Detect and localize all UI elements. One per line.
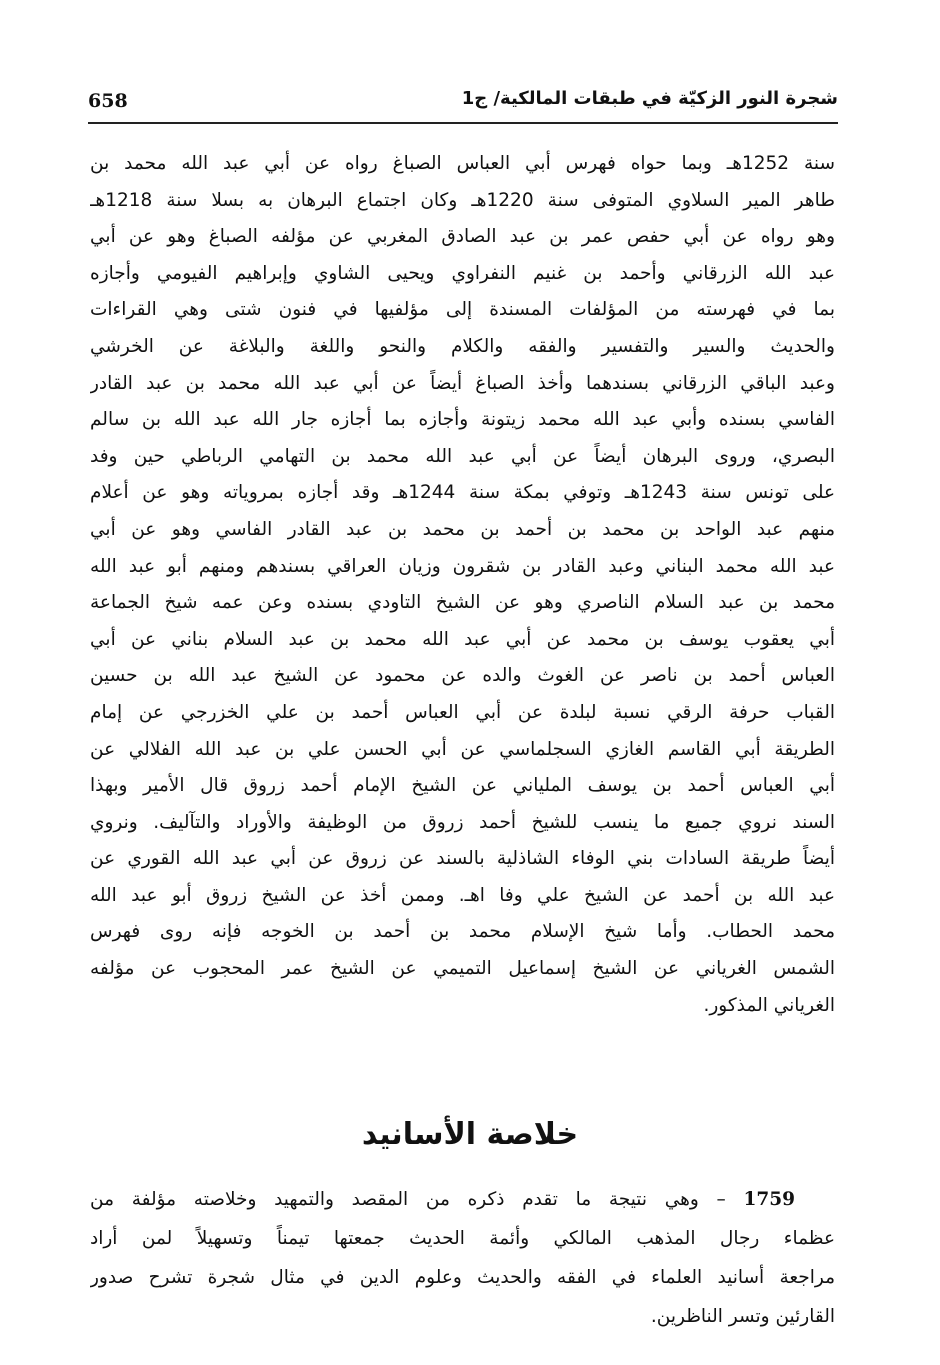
- text-line: على تونس سنة 1243هـ وتوفي بمكة سنة 1244هـ وقد أجازه بمروياته وهو عن أعلام: [90, 482, 835, 504]
- text-line: أبي يعقوب يوسف بن محمد عن أبي عبد الله محمد بن عبد السلام بناني عن أبي: [90, 628, 835, 650]
- running-header: [88, 86, 838, 124]
- text-line: وعبد الباقي الزرقاني بسندهما وأخذ الصباغ أيضاً عن أبي عبد الله محمد بن عبد القادر: [90, 372, 835, 394]
- text-line: وهو رواه عن أبي حفص عمر بن عبد الصادق المغربي عن مؤلفه الصباغ وهو عن أبي: [90, 226, 835, 248]
- text-line: عبد الله الزرقاني وأحمد بن غنيم النفراوي ويحيى الشاوي وإبراهيم الفيومي وأجازه: [90, 262, 835, 284]
- text-line: الطريقة أبي القاسم الغازي السجلماسي عن أبي الحسن علي بن عبد الله الفلالي عن: [90, 738, 835, 760]
- paragraph-summary: [90, 1180, 835, 1336]
- section-heading: خلاصة الأسانيد: [361, 1117, 579, 1152]
- text-line: مراجعة أسانيد العلماء في الفقه والحديث وعلوم الدين في مثال شجرة تشرح صدور: [90, 1267, 835, 1288]
- text-line: أيضاً طريقة السادات بني الوفاء الشاذلية بالسند عن زروق عن أبي عبد الله القوري عن: [90, 848, 835, 870]
- entry-number: 1759: [743, 1189, 795, 1210]
- text-line: عظماء رجال المذهب المالكي وأئمة الحديث جمعتها تيمناً وتسهيلاً لمن أراد: [90, 1228, 835, 1249]
- text-line: محمد بن عبد السلام الناصري وهو عن الشيخ التاودي بسنده وعن عمه شيخ الجماعة: [90, 592, 835, 614]
- text-line: السند نروي جميع ما ينسب للشيخ أحمد زروق من الوظيفة والأوراد والتآليف. ونروي: [90, 811, 835, 833]
- text-line: الشمس الغرياني عن الشيخ إسماعيل التميمي عن الشيخ عمر المحجوب عن مؤلفه: [90, 958, 835, 980]
- running-title: شجرة النور الزكيّة في طبقات المالكية/ ج1: [461, 88, 838, 109]
- text-line: بما في فهرسته من المؤلفات المسندة إلى مؤلفيها في فنون شتى وهي القراءات: [90, 299, 835, 321]
- text-line: عبد الله بن أحمد عن الشيخ علي وفا اهـ. وممن أخذ عن الشيخ زروق أبو عبد الله: [90, 884, 835, 906]
- page-number: 658: [88, 90, 128, 112]
- paragraph-isnad-chains: [90, 146, 835, 1024]
- line-text: – وهي نتيجة ما تقدم ذكره من المقصد والتمهيد وخلاصته مؤلفة من: [90, 1189, 726, 1210]
- text-line: أبي العباس أحمد بن يوسف الملياني عن الشيخ الإمام أحمد زروق قال الأمير وبهذا: [90, 775, 835, 797]
- text-line: العباس أحمد بن ناصر عن الغوث والده عن محمود عن الشيخ عبد الله بن حسين: [90, 665, 835, 687]
- text-line: القباب حرفة الرقي نسبة لبلدة عن أبي العباس أحمد بن علي الخزرجي عن إمام: [90, 701, 835, 723]
- text-line: والحديث والسير والتفسير والفقه والكلام والنحو واللغة والبلاغة عن الخرشي: [90, 335, 835, 357]
- text-line: الغرياني المذكور.: [703, 994, 835, 1016]
- text-line: منهم عبد الواحد بن محمد بن أحمد بن محمد بن عبد القادر الفاسي وهو عن أبي: [90, 518, 835, 540]
- text-line: عبد الله محمد البناني وعبد القادر بن شقرون وزيان العراقي بسندهم ومنهم أبو عبد الله: [90, 555, 835, 577]
- text-line: [90, 1180, 835, 1219]
- text-line: محمد الحطاب. وأما شيخ الإسلام محمد بن أحمد بن الخوجه فإنه روى فهرس: [90, 921, 835, 943]
- text-line: الفاسي بسنده وأبي عبد الله محمد زيتونة وأجازه بما أجازه جار الله عبد الله بن سالم: [90, 409, 835, 431]
- text-line: القارئين وتسر الناظرين.: [650, 1306, 835, 1327]
- text-line: طاهر المير السلاوي المتوفى سنة 1220هـ وكان اجتماع البرهان به بسلا سنة 1218هـ: [90, 189, 835, 211]
- text-line: البصري، وروى البرهان أيضاً عن أبي عبد الله محمد بن التهامي الرباطي حين وفد: [90, 445, 835, 467]
- text-line: سنة 1252هـ وبما حواه فهرس أبي العباس الصباغ رواه عن أبي عبد الله محمد بن: [90, 153, 835, 174]
